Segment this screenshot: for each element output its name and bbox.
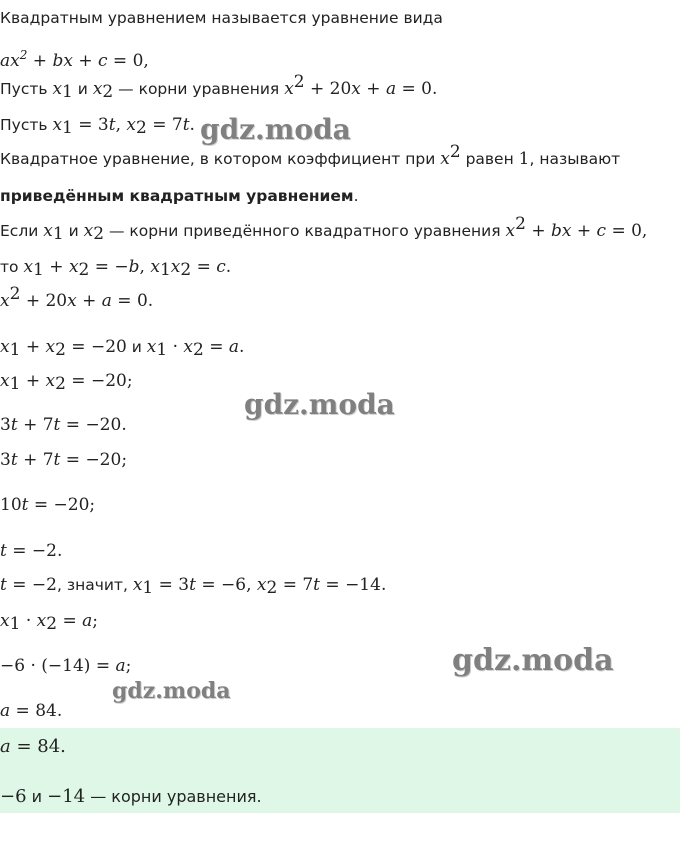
problem-statement: Пусть $x_1$ и $x_2$ — корни уравнения $x^2 + 20x + a = 0$. — [0, 72, 438, 102]
reduced-term: приведённым квадратным уравнением. — [0, 187, 359, 205]
vieta-statement: Если $x_1$ и $x_2$ — корни приведённого квадратного уравнения $x^2$ + bx + c = 0, — [0, 214, 648, 244]
step-3t7t-b: 3t + 7t = −20; — [0, 450, 128, 470]
step-10t: 10t = −20; — [0, 495, 96, 515]
answer-a: a = 84. — [0, 736, 66, 757]
product-values: −6 · (−14) = a; — [0, 656, 132, 676]
watermark-logo: gdz.moda — [112, 678, 231, 704]
vieta-formulas: то $x_1 + x_2 = -b$, $x_1x_2 = c$. — [0, 257, 232, 280]
step-3t7t-a: 3t + 7t = −20. — [0, 415, 127, 435]
vieta-applied: $x_1 + x_2 = -20$ и $x_1 \cdot x_2 = a$. — [0, 337, 245, 360]
step-t: t = −2. — [0, 541, 63, 561]
reduced-definition: Квадратное уравнение, в котором коэффициент при $x^2$ равен 1, называют — [0, 142, 621, 169]
answer-roots: −6 и −14 — корни уравнения. — [0, 786, 262, 807]
general-equation: $ax^2$ + bx + c = 0, — [0, 48, 149, 71]
a-value: a = 84. — [0, 701, 63, 721]
watermark-logo: gdz.moda — [200, 113, 351, 146]
roots-computed: t = −2, значит, $x_1 = 3t = -6$, $x_2 = 7t = -14$. — [0, 575, 387, 598]
sum-line: $x_1 + x_2 = -20$; — [0, 371, 133, 394]
equation-restated: $x^2 + 20x + a = 0$. — [0, 284, 154, 311]
substitution-line: Пусть $x_1 = 3t$, $x_2 = 7t$. — [0, 115, 195, 138]
watermark-logo: gdz.moda — [452, 643, 614, 678]
product-line: $x_1 \cdot x_2 = a$; — [0, 611, 98, 634]
definition-text: Квадратным уравнением называется уравнение вида — [0, 9, 443, 27]
watermark-logo: gdz.moda — [244, 388, 395, 421]
